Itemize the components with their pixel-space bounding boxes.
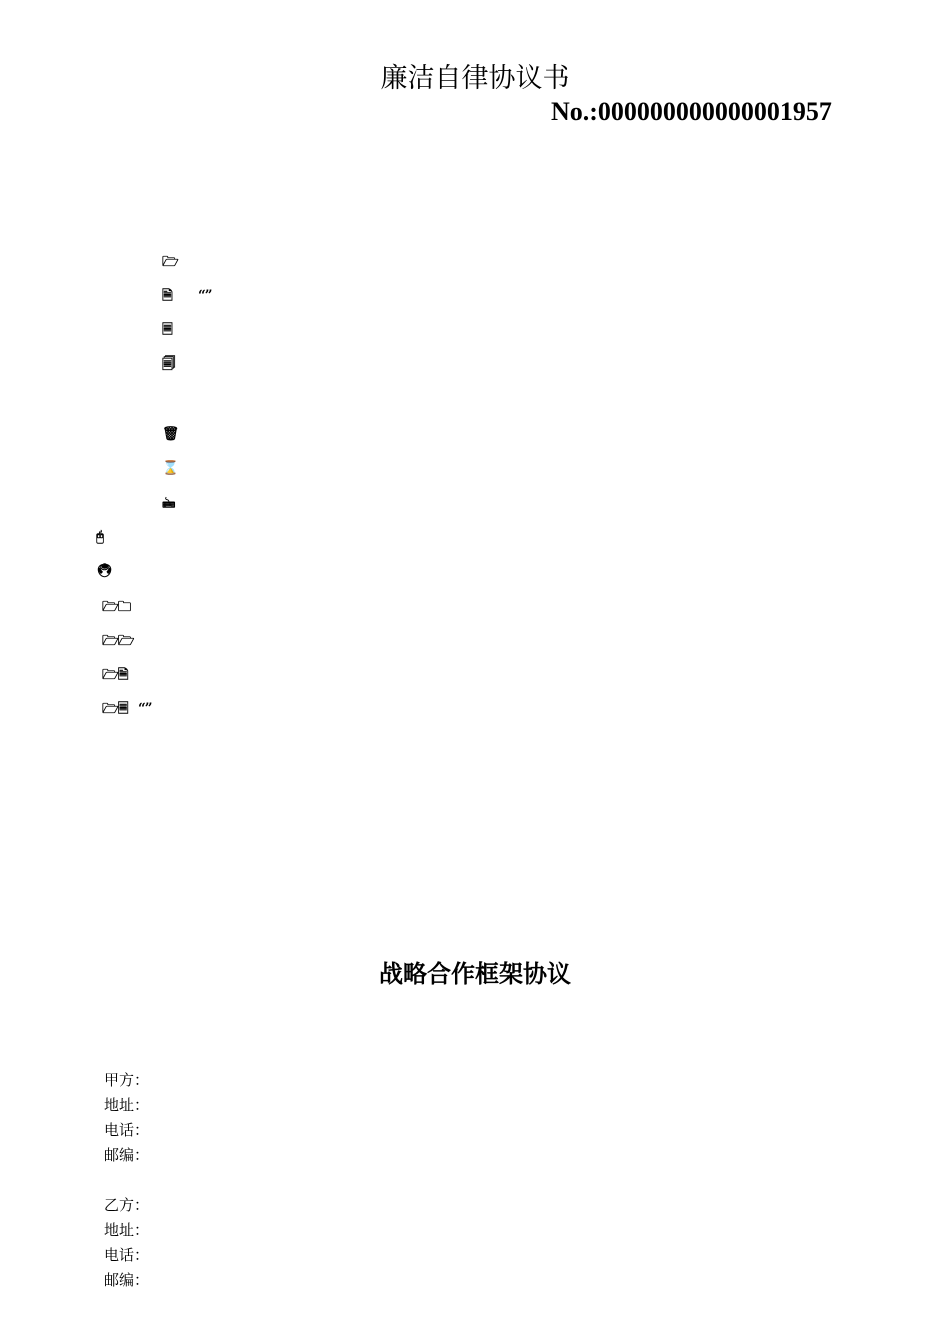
folder-icon: 🗁🗁: [102, 633, 134, 649]
document-title: 廉洁自律协议书: [380, 63, 570, 94]
list-item: [102, 665, 138, 688]
list-item: [96, 529, 132, 545]
party-b-address: 地址：: [104, 1221, 150, 1239]
trackball-icon: 🖲: [96, 563, 113, 579]
contract-title: 战略合作框架协议: [379, 959, 571, 988]
document-number: No.:000000000000001957: [551, 97, 832, 126]
hourglass-icon: ⌛: [162, 460, 178, 476]
party-b-label: 乙方：: [104, 1196, 150, 1214]
party-b-phone: 电话：: [104, 1246, 150, 1264]
folder-page-icon: 🗁🗏: [102, 701, 128, 717]
party-a-address: 地址：: [104, 1096, 150, 1114]
page-icon: 🗏: [162, 322, 172, 338]
list-item: 🗁🗏 “”: [102, 699, 152, 722]
party-a-zip: 邮编：: [104, 1146, 150, 1164]
list-item: 🗎 “”: [162, 286, 212, 309]
folder-document-icon: 🗁🗎: [102, 667, 128, 683]
list-item: [162, 320, 198, 343]
list-item: [162, 252, 198, 275]
party-b-zip: 邮编：: [104, 1271, 150, 1289]
party-a-phone: 电话：: [104, 1121, 150, 1139]
document-icon: 🗎: [162, 288, 172, 304]
pages-icon: 🗐: [162, 356, 175, 372]
folder-icon: 🗁: [162, 254, 178, 270]
list-item: [162, 494, 198, 517]
trash-icon: 🗑: [162, 426, 179, 442]
mouse-icon: 🖰: [96, 529, 104, 545]
list-item: [102, 597, 138, 620]
party-a-label: 甲方：: [104, 1071, 150, 1089]
keyboard-icon: 🖮: [162, 496, 175, 512]
list-item: [162, 426, 198, 442]
list-item: [102, 631, 138, 654]
list-item: [162, 460, 198, 476]
list-item: [96, 563, 132, 579]
list-item: [162, 354, 198, 377]
folder-icon: 🗁🗀: [102, 599, 131, 615]
